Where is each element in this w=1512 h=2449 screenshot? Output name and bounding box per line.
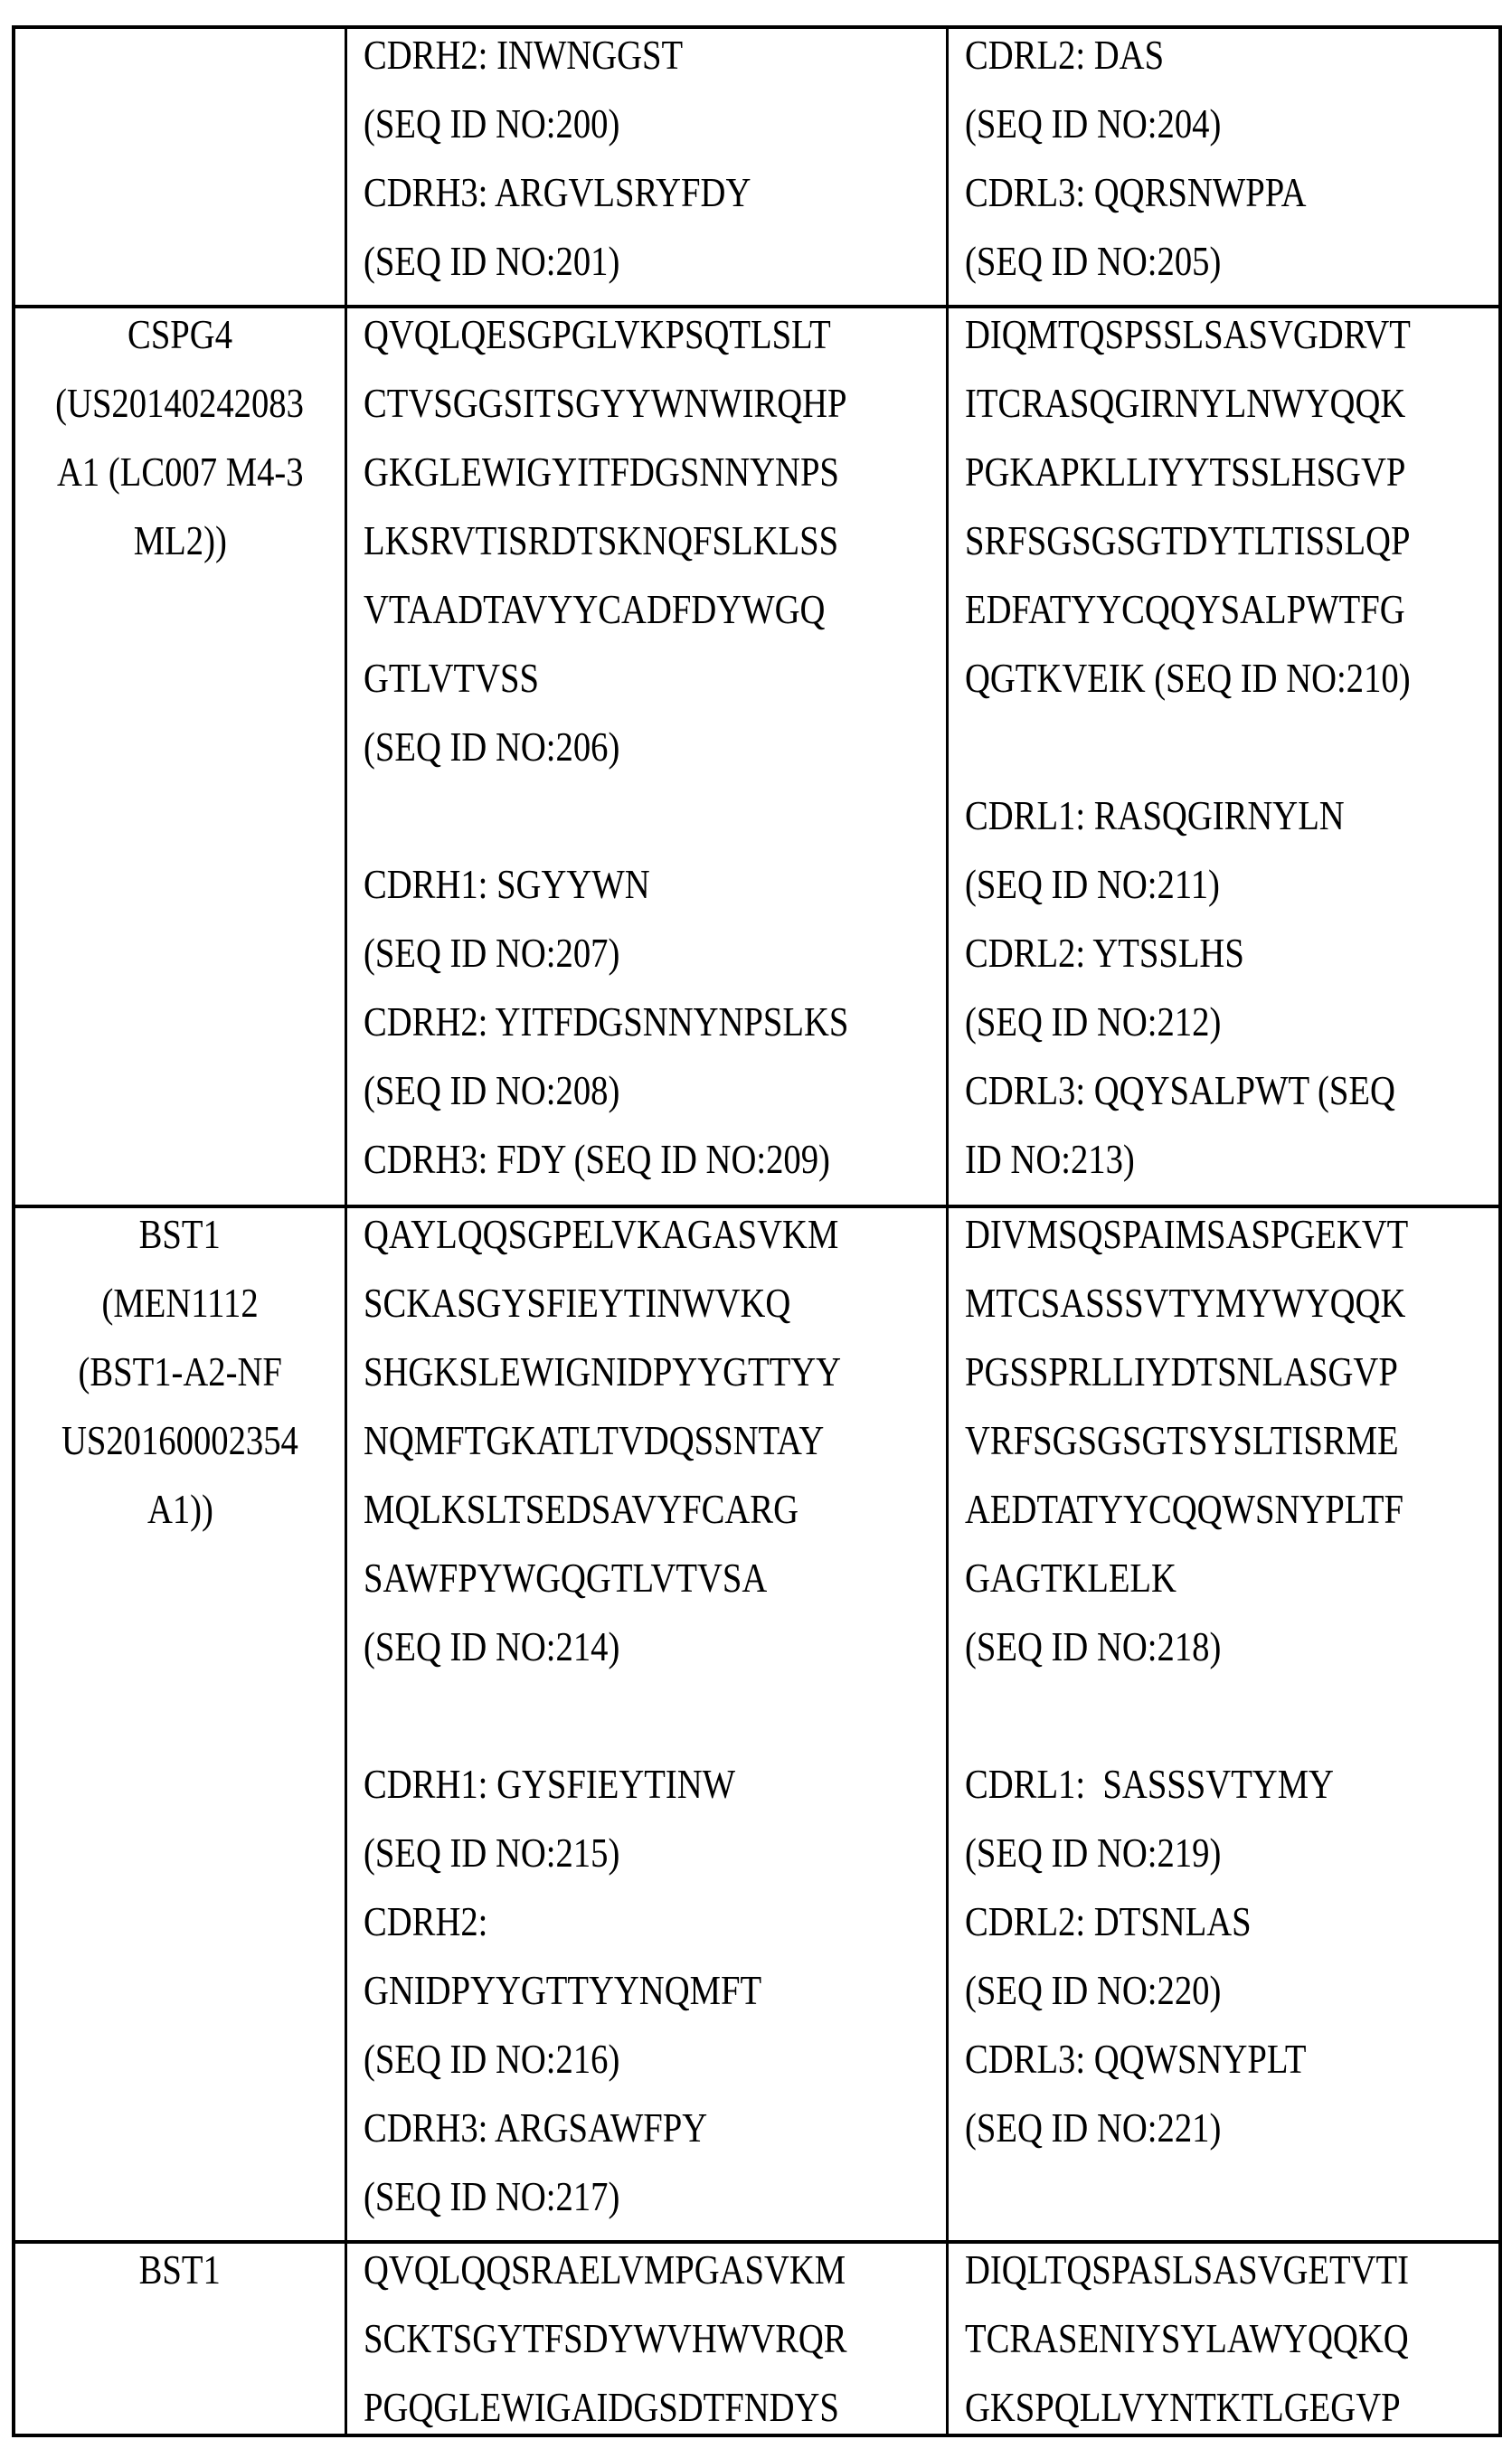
cell-line <box>364 158 946 227</box>
cell-text: AEDTATYYCQQWSNYPLTF <box>965 1475 1403 1544</box>
cell-line <box>364 2094 946 2162</box>
cell-line <box>15 1269 345 1338</box>
cell-text: CTVSGGSITSGYYWNWIRQHP <box>364 369 847 438</box>
cell-line <box>364 227 946 296</box>
cell-line <box>364 1819 946 1887</box>
cell-text: SHGKSLEWIGNIDPYYGTTYY <box>364 1338 841 1406</box>
cell-line <box>364 1612 946 1681</box>
cell-text: ML2)) <box>133 506 226 575</box>
target-cell <box>15 1208 347 2240</box>
cell-text: CDRL2: YTSSLHS <box>965 919 1244 988</box>
cell-line <box>15 506 345 575</box>
cell-line <box>364 438 946 506</box>
cell-line <box>965 2094 1498 2162</box>
cell-line <box>15 1208 345 1269</box>
cell-line <box>364 369 946 438</box>
cell-line <box>364 1125 946 1194</box>
cell-line <box>965 1125 1498 1194</box>
cell-line <box>15 2244 345 2304</box>
cell-line <box>364 2025 946 2094</box>
cell-line <box>364 1750 946 1819</box>
light-chain-cell <box>949 2244 1498 2434</box>
cell-text: GAGTKLELK <box>965 1544 1177 1612</box>
cell-text: PGKAPKLLIYYTSSLHSGVP <box>965 438 1405 506</box>
cell-line <box>965 158 1498 227</box>
cell-text: CDRL3: QQWSNYPLT <box>965 2025 1307 2094</box>
cell-line <box>965 2304 1498 2373</box>
cell-line <box>364 506 946 575</box>
cell-line <box>965 1208 1498 1269</box>
cell-text: QGTKVEIK (SEQ ID NO:210) <box>965 644 1411 713</box>
cell-text: (SEQ ID NO:217) <box>364 2162 619 2231</box>
cell-text: CDRH3: ARGSAWFPY <box>364 2094 707 2162</box>
cell-text: (US20140242083 <box>56 369 305 438</box>
cell-line <box>364 1887 946 1956</box>
heavy-chain-cell <box>347 2244 949 2434</box>
cell-line <box>15 1406 345 1475</box>
cell-text: CDRL1: RASQGIRNYLN <box>965 781 1345 850</box>
target-cell <box>15 2244 347 2434</box>
cell-line <box>965 1475 1498 1544</box>
cell-line <box>364 644 946 713</box>
cell-text: (SEQ ID NO:201) <box>364 227 619 296</box>
cell-line <box>364 90 946 158</box>
cell-text: (SEQ ID NO:214) <box>364 1612 619 1681</box>
cell-line <box>364 1056 946 1125</box>
cell-line <box>965 644 1498 713</box>
cell-text: SCKTSGYTFSDYWVHWVRQR <box>364 2304 847 2373</box>
cell-line <box>965 1269 1498 1338</box>
cell-text: A1 (LC007 M4-3 <box>57 438 304 506</box>
table-row <box>15 2240 1498 2434</box>
cell-text: (SEQ ID NO:219) <box>965 1819 1221 1887</box>
target-cell <box>15 29 347 305</box>
cell-text: VTAADTAVYYCADFDYWGQ <box>364 575 825 644</box>
cell-line <box>965 781 1498 850</box>
cell-line <box>965 2244 1498 2304</box>
light-chain-cell <box>949 308 1498 1205</box>
cell-line <box>364 1956 946 2025</box>
cell-line <box>965 1544 1498 1612</box>
cell-text: BST1 <box>139 2244 221 2304</box>
cell-line <box>965 919 1498 988</box>
cell-line <box>364 850 946 919</box>
antibody-sequence-table <box>12 25 1502 2437</box>
cell-text: NQMFTGKATLTVDQSSNTAY <box>364 1406 824 1475</box>
cell-line <box>364 988 946 1056</box>
cell-line <box>965 438 1498 506</box>
cell-text: CDRH3: ARGVLSRYFDY <box>364 158 751 227</box>
cell-text: CDRH2: YITFDGSNNYNPSLKS <box>364 988 848 1056</box>
cell-line <box>965 1056 1498 1125</box>
cell-text: CDRH2: INWNGGST <box>364 29 683 90</box>
cell-line <box>965 1681 1498 1750</box>
cell-text: (SEQ ID NO:207) <box>364 919 619 988</box>
cell-text: (SEQ ID NO:220) <box>965 1956 1221 2025</box>
cell-text: MQLKSLTSEDSAVYFCARG <box>364 1475 799 1544</box>
cell-line <box>364 1269 946 1338</box>
cell-text: PGSSPRLLIYDTSNLASGVP <box>965 1338 1398 1406</box>
cell-text: (SEQ ID NO:218) <box>965 1612 1221 1681</box>
cell-line <box>965 29 1498 90</box>
heavy-chain-cell <box>347 308 949 1205</box>
heavy-chain-cell <box>347 29 949 305</box>
cell-line <box>364 29 946 90</box>
cell-text: PGQGLEWIGAIDGSDTFNDYS <box>364 2373 839 2434</box>
cell-text: (SEQ ID NO:221) <box>965 2094 1221 2162</box>
cell-text: DIVMSQSPAIMSASPGEKVT <box>965 1208 1408 1269</box>
cell-line <box>364 308 946 369</box>
cell-line <box>15 438 345 506</box>
light-chain-cell <box>949 29 1498 305</box>
cell-text: SCKASGYSFIEYTINWVKQ <box>364 1269 790 1338</box>
cell-line <box>364 1208 946 1269</box>
cell-line <box>965 1612 1498 1681</box>
cell-text: (SEQ ID NO:206) <box>364 713 619 781</box>
cell-line <box>965 850 1498 919</box>
cell-line <box>15 308 345 369</box>
cell-text: EDFATYYCQQYSALPWTFG <box>965 575 1405 644</box>
cell-line <box>364 1338 946 1406</box>
cell-text: DIQLTQSPASLSASVGETVTI <box>965 2244 1409 2304</box>
cell-line <box>965 308 1498 369</box>
cell-text: (SEQ ID NO:215) <box>364 1819 619 1887</box>
cell-line <box>364 2162 946 2231</box>
cell-text: (SEQ ID NO:200) <box>364 90 619 158</box>
cell-text: ITCRASQGIRNYLNWYQQK <box>965 369 1405 438</box>
cell-text: MTCSASSSVTYMYWYQQK <box>965 1269 1405 1338</box>
cell-text: CDRL2: DTSNLAS <box>965 1887 1252 1956</box>
cell-line <box>965 2373 1498 2434</box>
cell-text: CDRH3: FDY (SEQ ID NO:209) <box>364 1125 830 1194</box>
cell-line <box>965 1406 1498 1475</box>
table-row <box>15 29 1498 305</box>
cell-text: CDRL3: QQYSALPWT (SEQ <box>965 1056 1395 1125</box>
cell-line <box>965 988 1498 1056</box>
cell-text: (SEQ ID NO:204) <box>965 90 1221 158</box>
cell-text: QVQLQESGPGLVKPSQTLSLT <box>364 308 831 369</box>
cell-text: BST1 <box>139 1208 221 1269</box>
cell-text: LKSRVTISRDTSKNQFSLKLSS <box>364 506 838 575</box>
cell-line <box>364 919 946 988</box>
cell-line <box>364 781 946 850</box>
cell-line <box>965 1887 1498 1956</box>
cell-text: TCRASENIYSYLAWYQQKQ <box>965 2304 1409 2373</box>
cell-text: CDRL1: SASSSVTYMY <box>965 1750 1334 1819</box>
cell-text: US20160002354 <box>61 1406 298 1475</box>
cell-text: (BST1-A2-NF <box>78 1338 281 1406</box>
cell-line <box>15 369 345 438</box>
cell-text: CDRH2: <box>364 1887 487 1956</box>
cell-line <box>364 1406 946 1475</box>
cell-line <box>965 1819 1498 1887</box>
cell-line <box>965 713 1498 781</box>
cell-line <box>364 2373 946 2434</box>
cell-text: (SEQ ID NO:216) <box>364 2025 619 2094</box>
cell-text: QAYLQQSGPELVKAGASVKM <box>364 1208 838 1269</box>
cell-text: CSPG4 <box>128 308 232 369</box>
cell-text: DIQMTQSPSSLSASVGDRVT <box>965 308 1411 369</box>
cell-text: SAWFPYWGQGTLVTVSA <box>364 1544 767 1612</box>
cell-line <box>364 2244 946 2304</box>
cell-line <box>364 713 946 781</box>
cell-line <box>15 1475 345 1544</box>
cell-line <box>364 1544 946 1612</box>
cell-text: GTLVTVSS <box>364 644 539 713</box>
cell-line <box>965 1750 1498 1819</box>
cell-line <box>364 1681 946 1750</box>
cell-line <box>364 575 946 644</box>
cell-text: CDRH1: GYSFIEYTINW <box>364 1750 735 1819</box>
cell-line <box>965 369 1498 438</box>
cell-text: (SEQ ID NO:212) <box>965 988 1221 1056</box>
cell-text: GKGLEWIGYITFDGSNNYNPS <box>364 438 839 506</box>
cell-text: (SEQ ID NO:205) <box>965 227 1221 296</box>
cell-text: VRFSGSGSGTSYSLTISRME <box>965 1406 1399 1475</box>
cell-line <box>965 1338 1498 1406</box>
cell-text: (SEQ ID NO:208) <box>364 1056 619 1125</box>
table-row <box>15 305 1498 1205</box>
cell-text: QVQLQQSRAELVMPGASVKM <box>364 2244 846 2304</box>
cell-line <box>965 2025 1498 2094</box>
target-cell <box>15 308 347 1205</box>
cell-text: (MEN1112 <box>101 1269 258 1338</box>
cell-text: CDRL2: DAS <box>965 29 1164 90</box>
cell-text: CDRH1: SGYYWN <box>364 850 650 919</box>
cell-line <box>364 1475 946 1544</box>
cell-line <box>965 1956 1498 2025</box>
table-row <box>15 1205 1498 2240</box>
cell-line <box>965 575 1498 644</box>
cell-text: A1)) <box>147 1475 213 1544</box>
cell-text: CDRL3: QQRSNWPPA <box>965 158 1307 227</box>
cell-line <box>965 90 1498 158</box>
cell-line <box>965 227 1498 296</box>
cell-text: GNIDPYYGTTYYNQMFT <box>364 1956 761 2025</box>
cell-line <box>965 506 1498 575</box>
cell-line <box>15 1338 345 1406</box>
light-chain-cell <box>949 1208 1498 2240</box>
cell-line <box>364 2304 946 2373</box>
cell-text: (SEQ ID NO:211) <box>965 850 1220 919</box>
cell-text: GKSPQLLVYNTKTLGEGVP <box>965 2373 1401 2434</box>
cell-text: ID NO:213) <box>965 1125 1135 1194</box>
heavy-chain-cell <box>347 1208 949 2240</box>
cell-text: SRFSGSGSGTDYTLTISSLQP <box>965 506 1410 575</box>
